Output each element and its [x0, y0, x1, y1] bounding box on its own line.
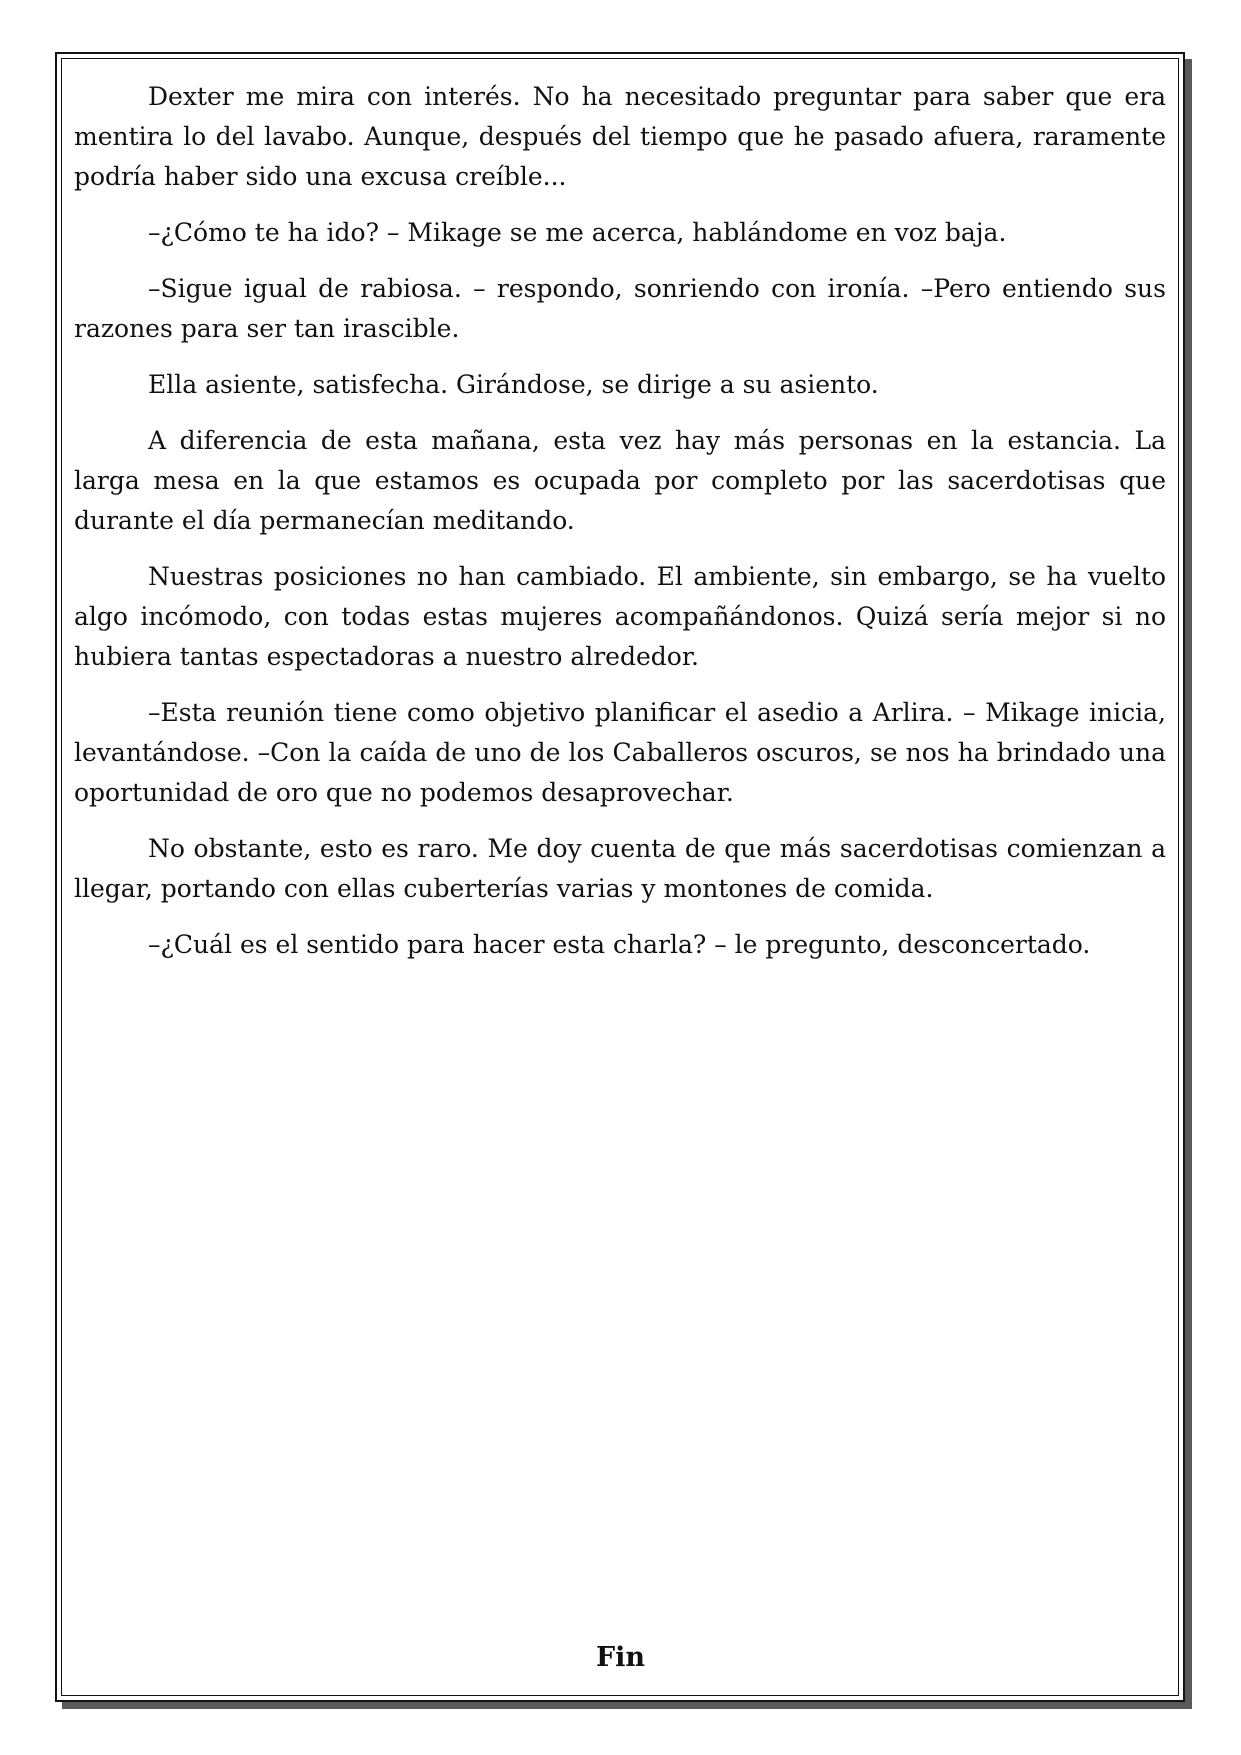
paragraph: Dexter me mira con interés. No ha necesitado preguntar para saber que era mentira lo del lavabo. Aunque, después del tiempo que he pasado afuera, raramente podría haber sido una excusa creíble... — [74, 82, 1166, 191]
paragraph: Nuestras posiciones no han cambiado. El ambiente, sin embargo, se ha vuelto algo incómodo, con todas estas mujeres acompañándonos. Quizá sería mejor si no hubiera tantas espectadoras a nuestro alrededor. — [74, 562, 1166, 671]
paragraph: –Esta reunión tiene como objetivo planificar el asedio a Arlira. – Mikage inicia, levantándose. –Con la caída de uno de los Caballeros oscuros, se nos ha brindado una oportunidad de oro que no podemos desaprovechar. — [74, 698, 1166, 807]
paragraph: –¿Cómo te ha ido? – Mikage se me acerca, hablándome en voz baja. — [148, 218, 1007, 247]
paragraph: A diferencia de esta mañana, esta vez hay más personas en la estancia. La larga mesa en la que estamos es ocupada por completo por las sacerdotisas que durante el día permanecían meditando. — [74, 426, 1166, 535]
end-label: Fin — [595, 1642, 646, 1673]
body-text — [74, 77, 1166, 981]
paragraph: Ella asiente, satisfecha. Girándose, se dirige a su asiento. — [148, 370, 879, 399]
paragraph: –¿Cuál es el sentido para hacer esta charla? – le pregunto, desconcertado. — [148, 930, 1091, 959]
paragraph: –Sigue igual de rabiosa. – respondo, sonriendo con ironía. –Pero entiendo sus razones para ser tan irascible. — [74, 274, 1166, 343]
paragraph: No obstante, esto es raro. Me doy cuenta de que más sacerdotisas comienzan a llegar, portando con ellas cuberterías varias y montones de comida. — [74, 834, 1166, 903]
